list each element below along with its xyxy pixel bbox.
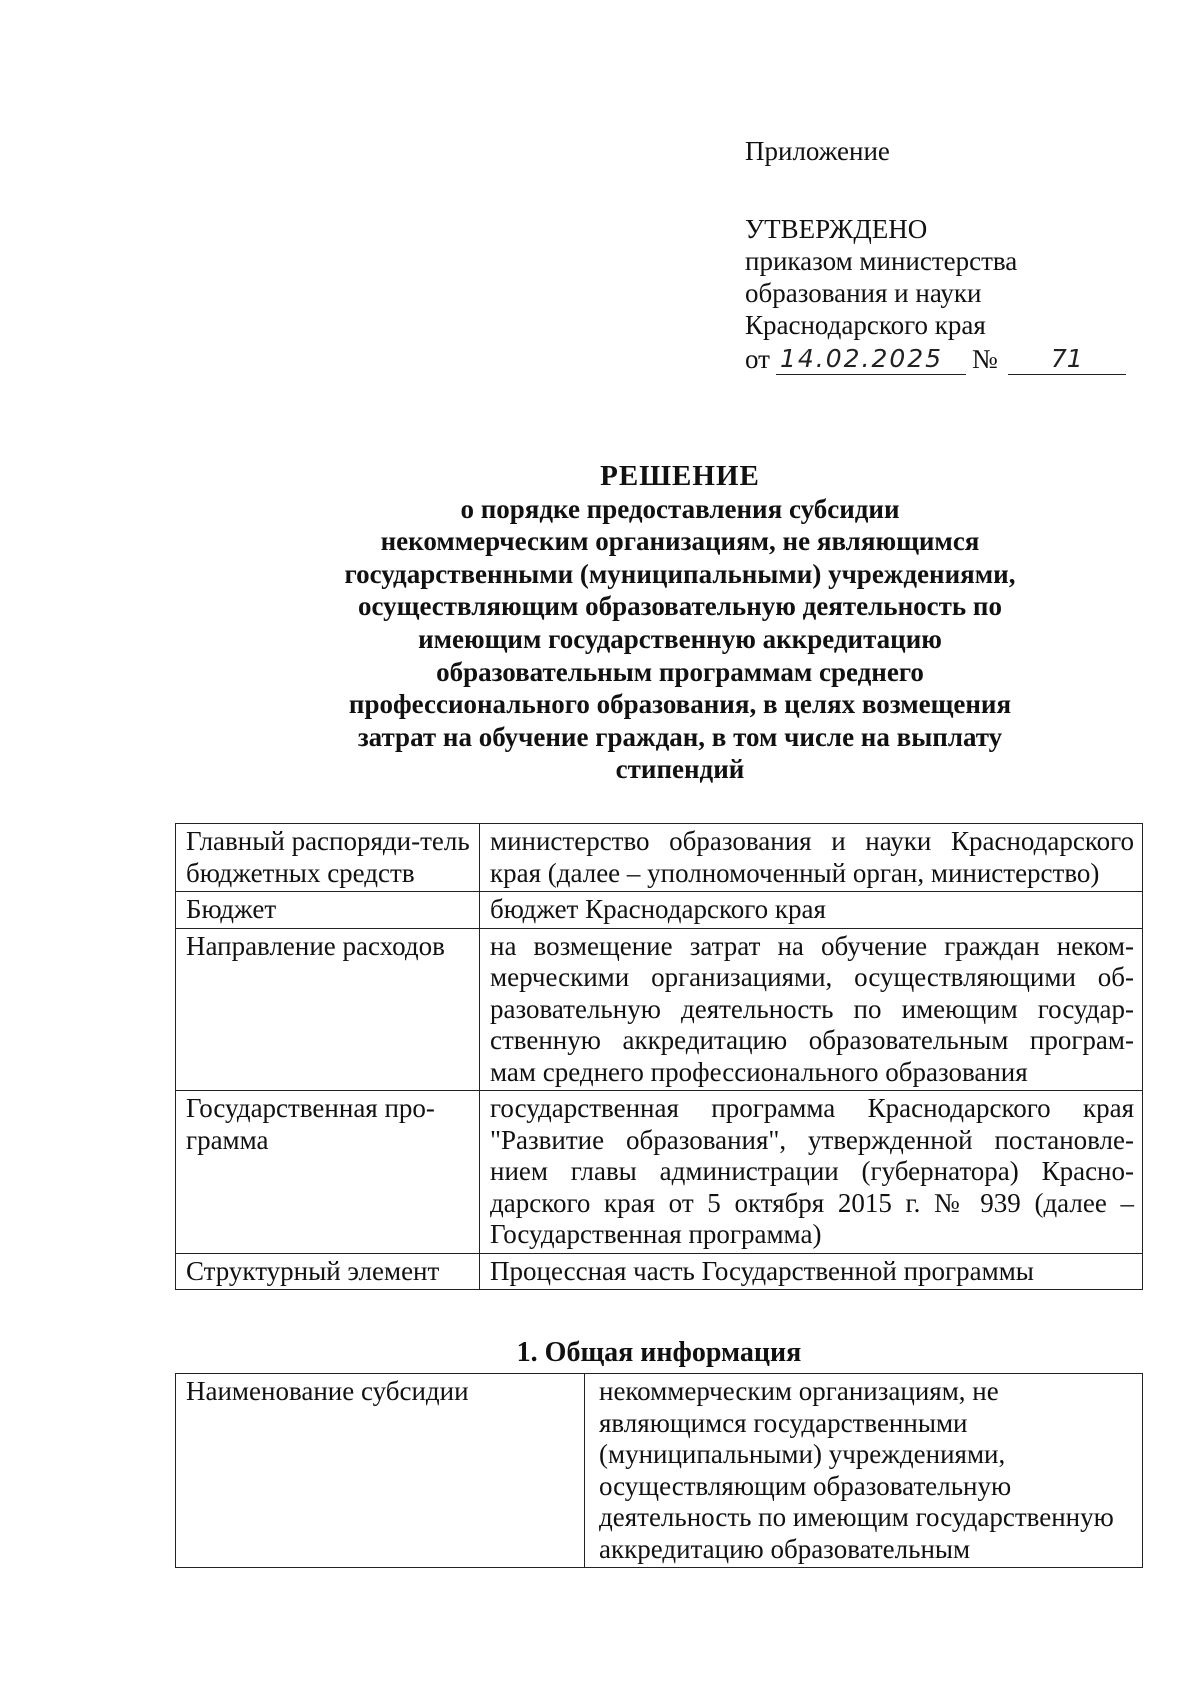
section-heading: 1. Общая информация [516,1337,802,1368]
table-row [176,1253,1143,1290]
value-line: аккредитацию образовательным [599,1533,971,1564]
value-line: осуществляющим образовательную [599,1470,1012,1501]
title-line: затрат на обучение граждан, в том числе на выплату [357,721,1003,752]
row-label: Бюджет [176,892,480,929]
title-line: стипендий [615,754,745,785]
info-table [175,823,1143,1290]
approved-label: УТВЕРЖДЕНО [745,214,928,244]
row-value: министерство образования и науки Краснодарского края (далее – уполномоченный орган, министерство) [480,824,1143,892]
title-line: государственными (муниципальными) учреждениями, [344,558,1016,589]
approval-line-1: приказом министерства [745,246,1018,276]
title-line: имеющим государственную аккредитацию [418,623,942,654]
order-date-number-line [745,343,1165,375]
table-row [176,824,1143,892]
title-line: образовательным программам среднего [436,656,924,687]
value-line: деятельность по имеющим государственную [599,1502,1114,1532]
value-line: некоммерческим организациям, не [599,1376,999,1406]
handwritten-date: 14.02.2025 [776,344,966,375]
title-line: осуществляющим образовательную деятельность по [358,591,1002,622]
approval-line-3: Краснодарского края [745,310,986,340]
table-row [176,1374,1143,1568]
row-label: Направление расходов [176,928,480,1091]
row-value: на возмещение затрат на обучение граждан неком-мерческими организациями, осуществляющими об-разовательную деятельность по имеющим государ-ственную аккредитацию образовательным програм-мам среднего профессионального образования [480,928,1143,1091]
value-line: (муниципальными) учреждениями, [599,1439,1006,1469]
date-prefix: от [745,344,770,374]
title-line: некоммерческим организациям, не являющимся [380,526,980,557]
row-label: Государственная про-грамма [176,1091,480,1254]
document-title [280,460,1080,786]
row-value [585,1374,1143,1568]
row-label: Структурный элемент [176,1253,480,1290]
row-value: государственная программа Краснодарского края "Развитие образования", утвержденной постановле-нием главы администрации (губернатора) Красно-дарского края от 5 октября 2015 г. № 939 (далее – Государственная программа) [480,1091,1143,1254]
row-value: бюджет Краснодарского края [480,892,1143,929]
value-line: являющимся государственными [599,1407,968,1438]
table-row [176,928,1143,1091]
row-label: Главный распоряди-тель бюджетных средств [176,824,480,892]
approval-block [745,135,1165,375]
table-row [176,1091,1143,1254]
table-row [176,892,1143,929]
appendix-label: Приложение [745,136,890,166]
row-value: Процессная часть Государственной программы [480,1253,1143,1290]
row-label: Наименование субсидии [176,1374,585,1568]
approval-line-2: образования и науки [745,278,982,308]
title-heading: РЕШЕНИЕ [600,460,760,492]
general-info-table [175,1373,1143,1568]
title-line: профессионального образования, в целях возмещения [348,689,1012,720]
number-prefix: № [971,344,998,374]
title-line: о порядке предоставления субсидии [460,493,900,524]
handwritten-number: 71 [1008,344,1126,375]
